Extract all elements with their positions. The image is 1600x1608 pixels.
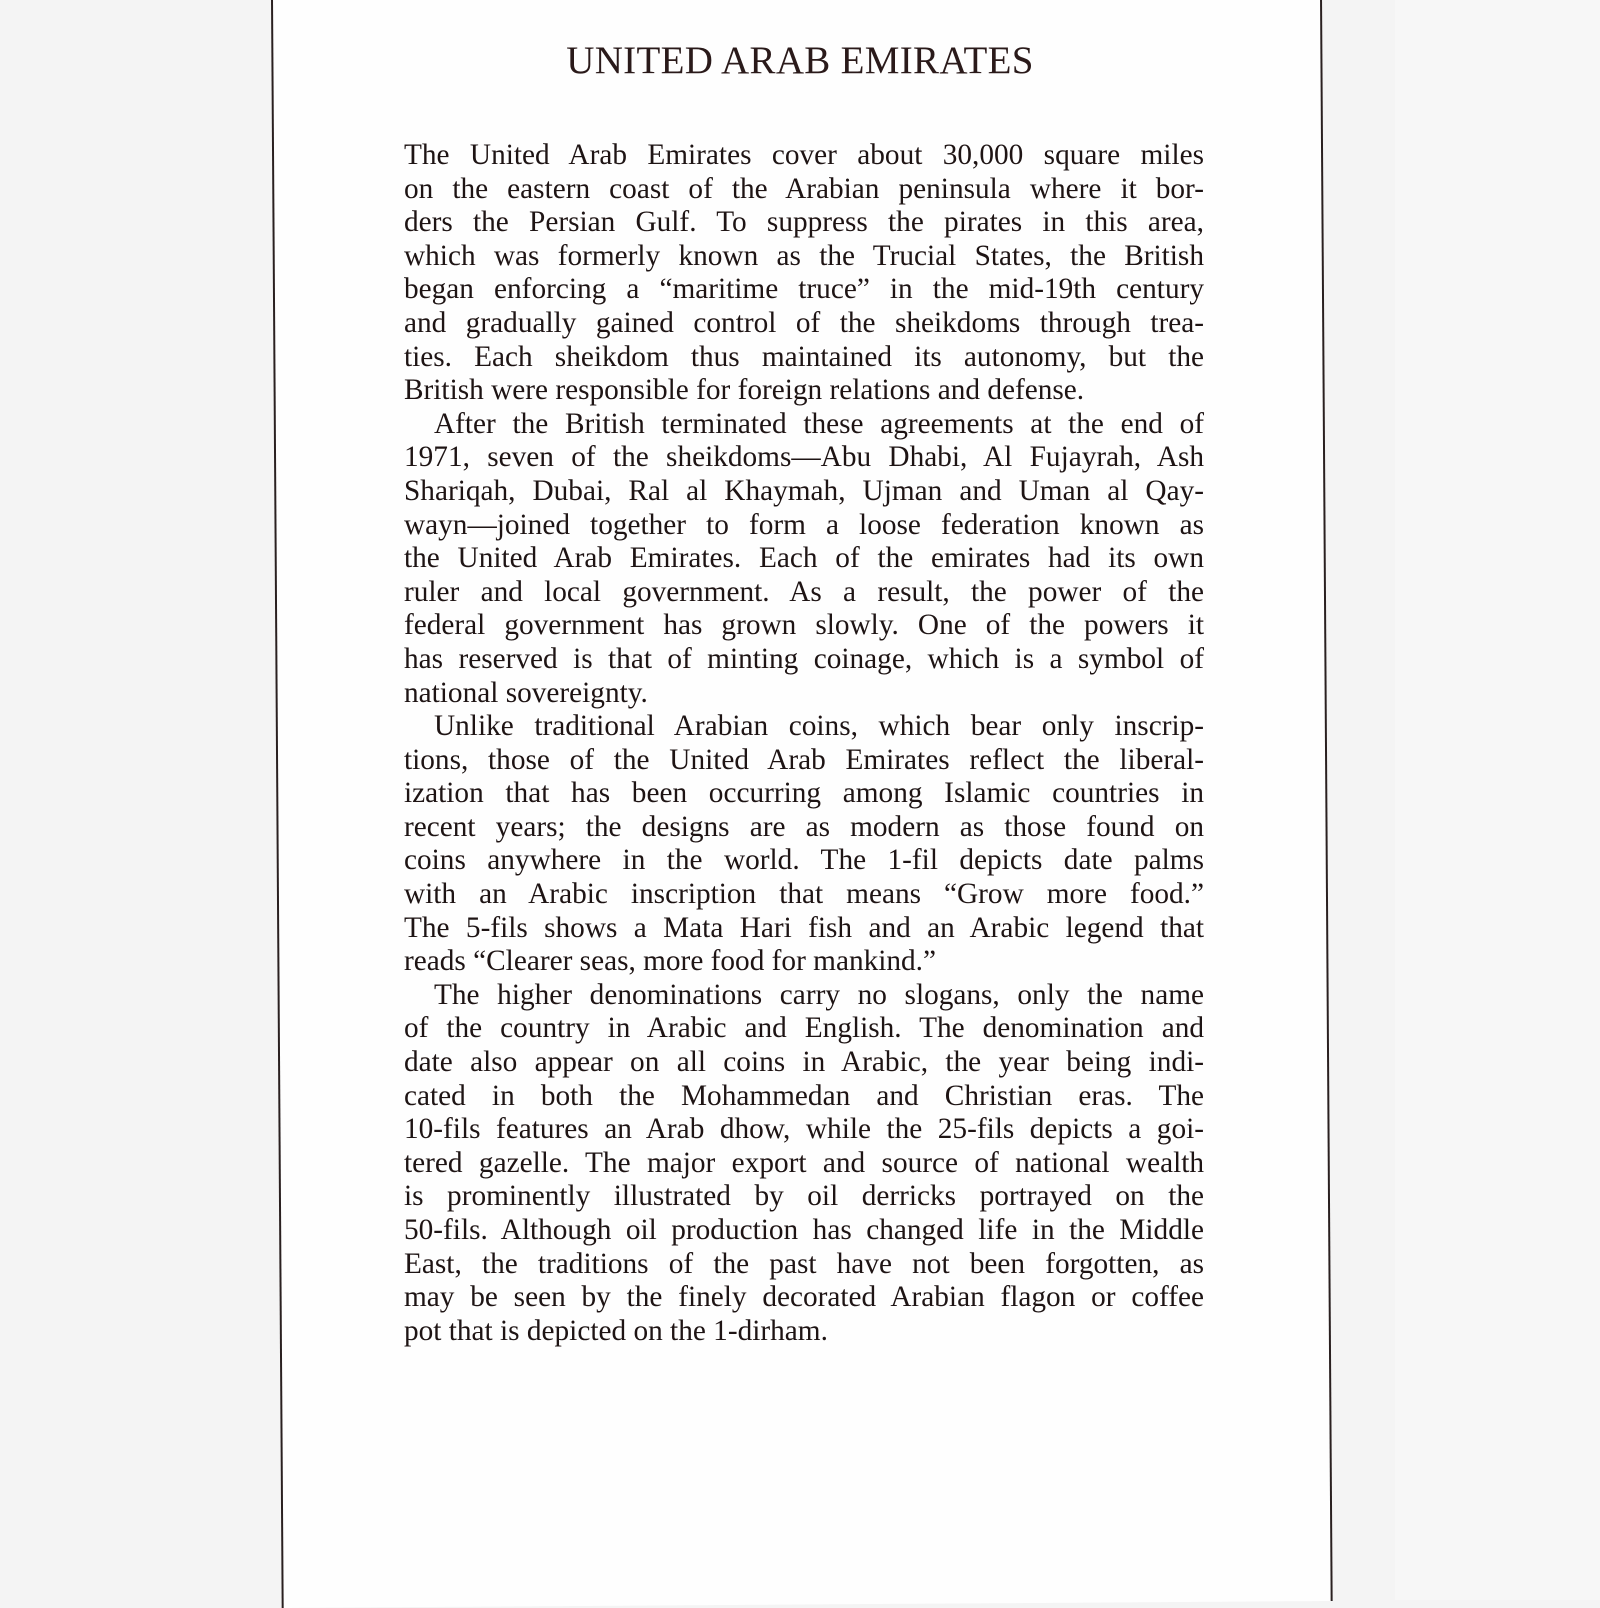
text-line: cated in both the Mohammedan and Christian eras. The <box>404 1079 1204 1112</box>
text-line: tions, those of the United Arab Emirates reflect the liberal- <box>404 743 1204 776</box>
text-line: The higher denominations carry no slogans, only the name <box>434 978 1204 1011</box>
text-line: with an Arabic inscription that means “Grow more food.” <box>404 878 1204 911</box>
paragraph <box>404 139 1204 408</box>
text-line: and gradually gained control of the sheikdoms through trea- <box>404 306 1204 339</box>
scan-background <box>1395 0 1600 1600</box>
body-text <box>404 139 1204 1348</box>
text-line: ders the Persian Gulf. To suppress the pirates in this area, <box>404 206 1204 239</box>
text-line: 1971, seven of the sheikdoms—Abu Dhabi, Al Fujayrah, Ash <box>404 441 1204 474</box>
text-line: coins anywhere in the world. The 1-fil depicts date palms <box>404 844 1204 877</box>
text-line: began enforcing a “maritime truce” in the mid-19th century <box>404 273 1204 306</box>
text-line: ruler and local government. As a result, the power of the <box>404 575 1204 608</box>
text-line: on the eastern coast of the Arabian peninsula where it bor- <box>404 172 1204 205</box>
text-line: ization that has been occurring among Islamic countries in <box>404 777 1204 810</box>
text-line: East, the traditions of the past have not been forgotten, as <box>404 1247 1204 1280</box>
text-line: is prominently illustrated by oil derricks portrayed on the <box>404 1180 1204 1213</box>
text-line: federal government has grown slowly. One of the powers it <box>404 609 1204 642</box>
text-line: reads “Clearer seas, more food for mankind.” <box>404 945 937 978</box>
text-line: British were responsible for foreign relations and defense. <box>404 374 1085 407</box>
text-line: the United Arab Emirates. Each of the emirates had its own <box>404 542 1204 575</box>
paragraph <box>404 979 1204 1349</box>
text-line: of the country in Arabic and English. The denomination and <box>404 1012 1204 1045</box>
text-line: national sovereignty. <box>404 676 648 709</box>
text-line: After the British terminated these agreements at the end of <box>434 407 1204 440</box>
text-line: tered gazelle. The major export and source of national wealth <box>404 1146 1204 1179</box>
paragraph <box>404 408 1204 710</box>
text-line: ties. Each sheikdom thus maintained its autonomy, but the <box>404 340 1204 373</box>
paragraph <box>404 710 1204 979</box>
text-line: The United Arab Emirates cover about 30,000 square miles <box>404 139 1204 171</box>
text-line: which was formerly known as the Trucial States, the British <box>404 239 1204 272</box>
text-line: may be seen by the finely decorated Arabian flagon or coffee <box>404 1281 1204 1314</box>
text-line: 10-fils features an Arab dhow, while the 25-fils depicts a goi- <box>404 1113 1204 1146</box>
text-line: pot that is depicted on the 1-dirham. <box>404 1314 828 1347</box>
text-line: Unlike traditional Arabian coins, which bear only inscrip- <box>434 710 1204 743</box>
text-line: date also appear on all coins in Arabic, the year being indi- <box>404 1046 1204 1079</box>
text-line: Shariqah, Dubai, Ral al Khaymah, Ujman and Uman al Qay- <box>404 474 1204 507</box>
text-line: wayn—joined together to form a loose federation known as <box>404 508 1204 541</box>
text-line: has reserved is that of minting coinage, which is a symbol of <box>404 642 1204 675</box>
text-line: recent years; the designs are as modern as those found on <box>404 810 1204 843</box>
text-line: 50-fils. Although oil production has changed life in the Middle <box>404 1214 1204 1246</box>
page-title: UNITED ARAB EMIRATES <box>566 39 1034 82</box>
text-line: The 5-fils shows a Mata Hari fish and an Arabic legend that <box>404 911 1204 944</box>
